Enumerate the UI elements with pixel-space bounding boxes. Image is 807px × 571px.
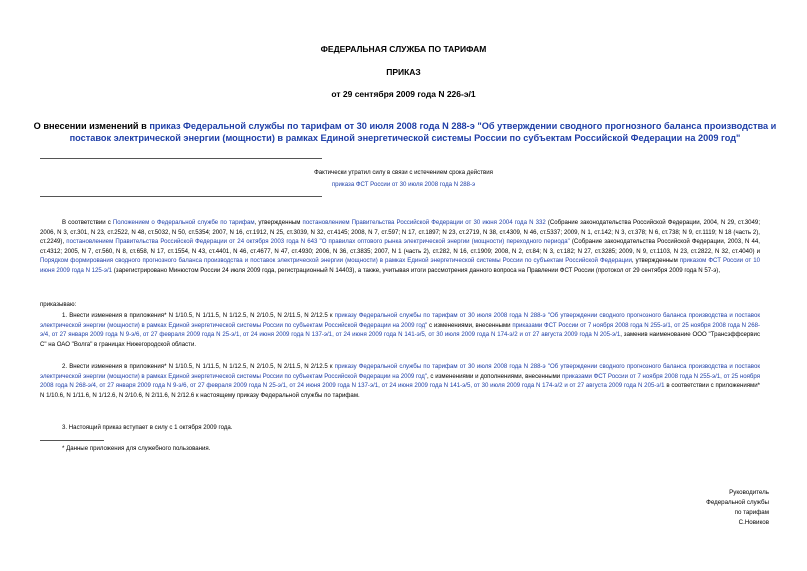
signature-block [659,488,769,528]
divider-bottom [40,196,322,197]
document-type: ПРИКАЗ [386,67,421,77]
preamble-text: В соответствии с [62,219,113,226]
link-balance-procedure[interactable]: Порядком формирования сводного прогнозного баланса производства и поставок электрической энергии (мощности) в рамках Единой энергетической системы России по субъектам Российской Федерации [40,257,632,265]
link-government-decree-643[interactable]: постановлением Правительства Российской Федерации от 24 октября 2003 года N 643 "О правилах оптового рынка электрической энергии (мощности) переходного периода" [66,238,570,246]
link-order-288[interactable]: приказу Федеральной службы по тарифам от 30 июля 2008 года N 288-э "Об утверждении сводного прогнозного баланса производства и поставок электрической энергии (мощности) в рамках Единой энергетической системы России по субъектам Российской Федерации на 2009 год" [40,312,760,329]
footnote: * Данные приложения для служебного пользования. [62,445,211,452]
status-note-text: Фактически утратил силу в связи с истечением срока действия [314,169,493,176]
item-2-text: , с изменениями и дополнениями, внесенными [427,372,562,380]
link-amending-orders[interactable]: приказами ФСТ России от 7 ноября 2008 года N 255-э/1, от 25 ноября 2008 года N 268-э/4, от 27 января 2009 года N 9-э/6, от 27 февраля 2009 года N 25-э/1, от 24 июня 2009 года N 137-э/1, от 24 июня 2009 года N 141-э/5, от 30 июля 2009 года N 174-э/2 и от 27 августа 2009 года N 205-э/1 [40,321,760,339]
divider-top [40,158,322,159]
item-2-text: в соответствии с приложениями* N 1/10.6, N 1/11.6, N 1/12.6, N 2/10.6, N 2/11.6, N 2/12.6 к настоящему приказу Федеральной службы по тарифам. [40,382,760,399]
link-fst-regulation[interactable]: Положением о Федеральной службе по тарифам [112,219,255,226]
footnote-divider [40,440,104,441]
preamble-text: (Собрание законодательства Российской Федерации, 2004, N 29, ст.3049; 2006, N 3, ст.301, N 23, ст.2522, N 48, ст.5032, N 50, ст.5354; 2007, N 16, ст.1912, N 25, ст.3039, N 32, ст.4145; 2008, N 7, ст.597; N 17, ст.1897; N 23, ст.2719, N 38, ст.4309, N 46, ст.5337; 2009, N 1, ст.142; N 3, ст.378; N 6, ст.738; N 9, ст.1119; N 18 (часть 2), ст.2249), [40,219,761,246]
signature-agency: Федеральной службы [706,499,769,506]
signature-name: С.Новиков [738,519,769,526]
orders-word: приказываю: [40,301,77,308]
item-2-paragraph [40,362,760,400]
preamble-text: , утвержденным [631,257,680,265]
title-link[interactable]: приказ Федеральной службы по тарифам от 30 июля 2008 года N 288-э "Об утверждении сводного прогнозного баланса производства и поставок электрической энергии (мощности) в рамках Единой энергетической системы России по субъектам Российской Федерации на 2009 год" [69,121,777,143]
item-2-text: 2. Внести изменения в приложения* N 1/10.5, N 1/11.5, N 1/12.5, N 2/10.5, N 2/11.5, N 2/12.5 к [62,363,335,370]
document-date-number: от 29 сентября 2009 года N 226-э/1 [331,89,476,99]
preamble-text: (зарегистрировано Минюстом России 24 июля 2009 года, регистрационный N 14403), а также, учитывая итоги рассмотрения данного вопроса на Правлении ФСТ России (протокол от 29 сентября 2009 года N 57-э), [112,266,721,274]
link-order-125[interactable]: приказом ФСТ России от 10 июня 2009 года N 125-э/1 [40,257,760,274]
link-government-decree-332[interactable]: постановлением Правительства Российской Федерации от 30 июня 2004 года N 332 [302,219,546,226]
document-title [30,120,780,144]
title-prefix: О внесении изменений в [33,121,150,131]
signature-position: Руководитель [729,489,769,496]
link-order-288[interactable]: приказу Федеральной службы по тарифам от 30 июля 2008 года N 288-э "Об утверждении сводного прогнозного баланса производства и поставок электрической энергии (мощности) в рамках Единой энергетической системы России по субъектам Российской Федерации на 2009 год" [40,363,760,380]
status-note-link[interactable]: приказа ФСТ России от 30 июля 2008 года N 288-э [331,181,476,188]
preamble-text: (Собрание законодательства Российской Федерации, 2003, N 44, ст.4312; 2005, N 7, ст.560, N 8, ст.658, N 17, ст.1554, N 43, ст.4401, N 46, ст.4677, N 47, ст.4930; 2006, N 36, ст.3835; 2007, N 1 (часть 2), ст.282, N 16, ст.1909; 2008, N 2, ст.84; N 3, ст.182; N 27, ст.3285; 2009, N 9, ст.1103, N 23, ст.2822, N 32, ст.4040) и [40,238,761,255]
item-1-text: , заменив наименование ООО "Трансэффсервис С" на ОАО "Волга" в границах Нижегородской области. [40,331,760,348]
link-amending-orders[interactable]: приказами ФСТ России от 7 ноября 2008 года N 255-э/1, от 25 ноября 2008 года N 268-э/4, от 27 января 2009 года N 9-э/6, от 27 февраля 2009 года N 25-э/1, от 24 июня 2009 года N 137-э/1, от 24 июня 2009 года N 141-э/5, от 30 июля 2009 года N 174-э/2 и от 27 августа 2009 года N 205-э/1 [40,372,760,390]
item-1-text: с изменениями, внесенными [427,321,513,329]
item-1-paragraph [40,311,760,349]
item-3-paragraph: 3. Настоящий приказ вступает в силу с 1 октября 2009 года. [62,424,233,431]
preamble-text: , утвержденным [254,219,303,226]
agency-name: ФЕДЕРАЛЬНАЯ СЛУЖБА ПО ТАРИФАМ [320,44,487,54]
item-1-text: 1. Внести изменения в приложения* N 1/10.5, N 1/11.5, N 1/12.5, N 2/10.5, N 2/11.5, N 2/12.5 к [62,312,335,319]
preamble-paragraph [40,218,760,276]
signature-agency-2: по тарифам [734,509,769,516]
